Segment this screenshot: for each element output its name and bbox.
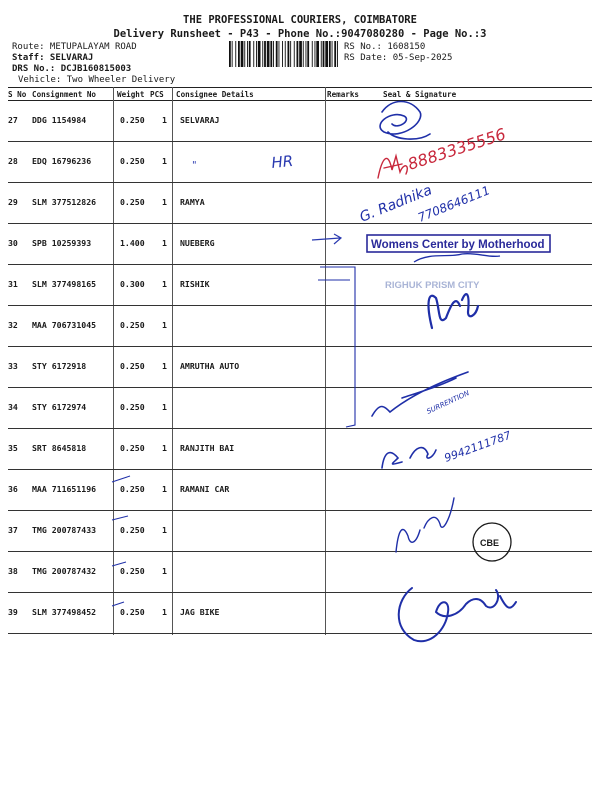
drs-info: DRS No.: DCJB160815003	[12, 64, 132, 74]
row-weight: 0.250	[120, 197, 145, 207]
col-pcs: PCS	[150, 90, 164, 99]
barcode-bar	[258, 41, 261, 67]
barcode-bar	[238, 41, 240, 67]
runsheet-title: Delivery Runsheet - P43 - Phone No.:9047080280 - Page No.:3	[113, 28, 487, 40]
row-consignment-no: MAA 711651196	[32, 484, 97, 494]
barcode-bar	[229, 41, 231, 67]
barcode-bar	[232, 41, 233, 67]
table-row	[8, 593, 592, 634]
table-row	[8, 101, 592, 142]
womens-center-stamp-text: Womens Center by Motherhood	[371, 239, 545, 251]
barcode	[229, 41, 339, 67]
row-consignment-no: TMG 200787433	[32, 525, 97, 535]
barcode-bar	[337, 41, 338, 67]
table-row	[8, 429, 592, 470]
row-consignment-no: EDQ 16796236	[32, 156, 92, 166]
col-remarks: Remarks	[327, 90, 360, 99]
row-sno: 37	[8, 525, 18, 535]
row-consignment-no: STY 6172918	[32, 361, 87, 371]
row-sno: 35	[8, 443, 18, 453]
row-weight: 0.250	[120, 361, 145, 371]
row-consignee: RAMYA	[180, 197, 205, 207]
barcode-bar	[334, 41, 336, 67]
barcode-bar	[279, 41, 280, 67]
table-row	[8, 265, 592, 306]
barcode-bar	[332, 41, 333, 67]
company-title: THE PROFESSIONAL COURIERS, COIMBATORE	[183, 14, 417, 26]
row-pcs: 1	[162, 156, 167, 166]
barcode-bar	[323, 41, 325, 67]
row-pcs: 1	[162, 607, 167, 617]
barcode-bar	[276, 41, 278, 67]
row-weight: 0.250	[120, 156, 145, 166]
row-weight: 0.250	[120, 607, 145, 617]
barcode-bar	[290, 41, 291, 67]
handwritten-name-29: G. Radhika	[357, 182, 435, 226]
barcode-bar	[270, 41, 272, 67]
row-consignee: JAG BIKE	[180, 607, 220, 617]
table-row	[8, 142, 592, 183]
row-sno: 36	[8, 484, 18, 494]
row-sno: 31	[8, 279, 18, 289]
row-pcs: 1	[162, 279, 167, 289]
barcode-bar	[244, 41, 245, 67]
row-consignee: RAMANI CAR	[180, 484, 230, 494]
row-pcs: 1	[162, 115, 167, 125]
row-weight: 0.250	[120, 443, 145, 453]
row-sno: 28	[8, 156, 18, 166]
handwritten-phone-35: 9942111787	[442, 428, 513, 465]
barcode-bar	[262, 41, 263, 67]
row-weight: 0.250	[120, 566, 145, 576]
table-row	[8, 183, 592, 224]
barcode-bar	[306, 41, 307, 67]
row-pcs: 1	[162, 197, 167, 207]
col-weight: Weight	[117, 90, 145, 99]
table-top-border	[8, 87, 592, 88]
cbe-stamp-text: CBE	[480, 538, 500, 548]
row-consignment-no: SLM 377498165	[32, 279, 97, 289]
row-consignee: RISHIK	[180, 279, 210, 289]
row-pcs: 1	[162, 320, 167, 330]
row-consignee: SELVARAJ	[180, 115, 220, 125]
col-consignment: Consignment No	[32, 90, 97, 99]
barcode-bar	[282, 41, 283, 67]
row-pcs: 1	[162, 525, 167, 535]
barcode-bar	[316, 41, 319, 67]
barcode-bar	[329, 41, 331, 67]
vehicle-info: Vehicle: Two Wheeler Delivery	[18, 75, 176, 85]
row-weight: 0.250	[120, 320, 145, 330]
row-pcs: 1	[162, 361, 167, 371]
barcode-bar	[235, 41, 236, 67]
row-weight: 0.250	[120, 402, 145, 412]
table-row	[8, 470, 592, 511]
barcode-bar	[285, 41, 286, 67]
row-consignment-no: SLM 377498452	[32, 607, 97, 617]
row-sno: 30	[8, 238, 18, 248]
row-consignee: AMRUTHA AUTO	[180, 361, 240, 371]
barcode-bar	[307, 41, 309, 67]
barcode-bar	[294, 41, 295, 67]
barcode-bar	[315, 41, 316, 67]
barcode-bar	[273, 41, 274, 67]
barcode-bar	[303, 41, 304, 67]
row-weight: 1.400	[120, 238, 145, 248]
barcode-bar	[264, 41, 266, 67]
table-row	[8, 552, 592, 593]
table-row	[8, 388, 592, 429]
row-consignment-no: SPB 10259393	[32, 238, 92, 248]
row-consignment-no: TMG 200787432	[32, 566, 97, 576]
staff-info: Staff: SELVARAJ	[12, 53, 94, 63]
handwritten-phone-28: 8883335556	[405, 124, 509, 174]
barcode-bar	[288, 41, 290, 67]
faded-stamp-text: RIGHUK PRISM CITY	[385, 280, 480, 291]
barcode-bar	[312, 41, 313, 67]
row-weight: 0.250	[120, 525, 145, 535]
row-sno: 29	[8, 197, 18, 207]
row-sno: 33	[8, 361, 18, 371]
table-row	[8, 511, 592, 552]
rs-number: RS No.: 1608150	[344, 42, 426, 52]
row-consignment-no: MAA 706731045	[32, 320, 97, 330]
barcode-bar	[325, 41, 328, 67]
row-consignee: RANJITH BAI	[180, 443, 235, 453]
barcode-bar	[249, 41, 251, 67]
col-seal-signature: Seal & Signature	[383, 90, 457, 99]
row-consignment-no: SRT 8645818	[32, 443, 87, 453]
table-row	[8, 347, 592, 388]
table-row	[8, 224, 592, 265]
row-consignee: NUEBERG	[180, 238, 215, 248]
row-consignment-no: DDG 1154984	[32, 115, 87, 125]
handwritten-mark-28: HR	[270, 151, 295, 172]
rs-date: RS Date: 05-Sep-2025	[344, 53, 453, 63]
handwritten-phone-29: 7708646111	[415, 183, 492, 225]
row-weight: 0.250	[120, 484, 145, 494]
row-sno: 38	[8, 566, 18, 576]
row-pcs: 1	[162, 402, 167, 412]
table-row	[8, 306, 592, 347]
barcode-bar	[256, 41, 257, 67]
barcode-bar	[241, 41, 244, 67]
row-pcs: 1	[162, 443, 167, 453]
handwritten-label-35: SURRENTION	[425, 389, 471, 416]
row-sno: 27	[8, 115, 18, 125]
row-consignment-no: SLM 377512826	[32, 197, 97, 207]
col-consignee: Consignee Details	[176, 90, 254, 99]
barcode-bar	[267, 41, 270, 67]
barcode-bar	[299, 41, 302, 67]
row-consignment-no: STY 6172974	[32, 402, 87, 412]
col-sno: S No	[8, 90, 27, 99]
barcode-bar	[253, 41, 254, 67]
row-sno: 39	[8, 607, 18, 617]
row-pcs: 1	[162, 238, 167, 248]
row-pcs: 1	[162, 484, 167, 494]
ditto-mark-28: "	[192, 160, 197, 171]
row-weight: 0.250	[120, 115, 145, 125]
row-sno: 34	[8, 402, 18, 412]
barcode-bar	[247, 41, 248, 67]
route-info: Route: METUPALAYAM ROAD	[12, 42, 137, 52]
barcode-bar	[321, 41, 322, 67]
row-weight: 0.300	[120, 279, 145, 289]
row-sno: 32	[8, 320, 18, 330]
row-divider	[8, 633, 592, 634]
row-pcs: 1	[162, 566, 167, 576]
barcode-bar	[297, 41, 299, 67]
